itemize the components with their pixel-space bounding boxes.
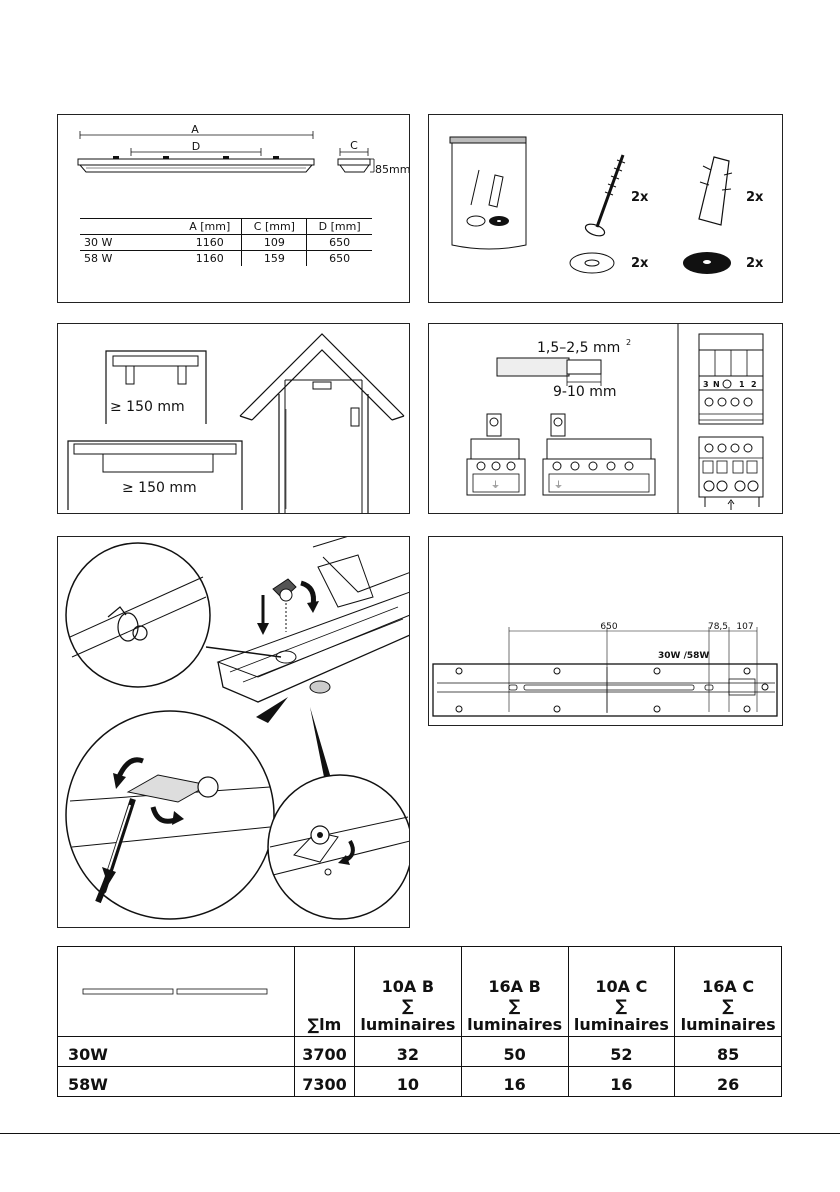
breaker-table-header-image xyxy=(58,947,295,1037)
terminal-block-large-icon xyxy=(543,414,655,495)
anchor-qty: 2x xyxy=(746,190,764,205)
lumen-header: ∑lm xyxy=(295,947,355,1037)
row-label: 58W xyxy=(58,1067,295,1097)
black-washer-icon xyxy=(683,252,731,274)
row-value: 16 xyxy=(568,1067,675,1097)
clearance-label-1: ≥ 150 mm xyxy=(110,399,185,415)
table-row xyxy=(58,1037,782,1067)
installation-drawing xyxy=(58,537,410,928)
label-c: C xyxy=(350,139,358,152)
table-header-c: C [mm] xyxy=(242,219,307,235)
row-value: 10 xyxy=(355,1067,462,1097)
dim-107-label: 107 xyxy=(736,622,754,632)
clearance-drawing xyxy=(58,324,410,514)
row-value: 16 xyxy=(461,1067,568,1097)
terminal-label: 1 xyxy=(739,380,745,389)
breaker-table-header-row xyxy=(58,947,782,1037)
terminal-label: N xyxy=(713,380,720,389)
breaker-header-line3: luminaires xyxy=(573,1015,669,1034)
luminaire-pair-icon xyxy=(81,987,271,997)
label-d: D xyxy=(191,140,201,153)
terminal-label: 2 xyxy=(751,380,757,389)
breaker-header-10ac xyxy=(568,947,675,1037)
dim-78-5-label: 78,5 xyxy=(707,622,729,632)
breaker-header-line3: luminaires xyxy=(360,1015,456,1034)
washer-black-qty: 2x xyxy=(746,256,764,271)
breaker-header-16ac xyxy=(675,947,782,1037)
mounting-dims-panel xyxy=(428,536,783,726)
dimensions-drawing xyxy=(58,115,410,303)
dim-650-label: 650 xyxy=(600,622,618,632)
cable-icon xyxy=(497,358,601,386)
breaker-header-line2: ∑ xyxy=(722,996,734,1015)
wall-anchor-icon xyxy=(699,157,732,225)
table-cell: 58 W xyxy=(84,252,113,265)
accessories-panel xyxy=(428,114,783,303)
washer-white-qty: 2x xyxy=(631,256,649,271)
dimensions-panel xyxy=(57,114,410,303)
base-plate-icon xyxy=(433,664,777,716)
terminal-block-small-icon xyxy=(467,414,525,495)
table-cell: 30 W xyxy=(80,235,178,251)
zoom-detail-3-icon xyxy=(268,775,410,919)
variant-label: 30W /58W xyxy=(658,651,710,661)
white-washer-icon xyxy=(570,253,614,273)
svg-text:⏚: ⏚ xyxy=(554,481,564,491)
breaker-header-line3: luminaires xyxy=(467,1015,563,1034)
row-lumen: 7300 xyxy=(295,1067,355,1097)
clearance-label-2: ≥ 150 mm xyxy=(122,480,197,496)
installation-panel xyxy=(57,536,410,928)
table-cell: 159 xyxy=(242,251,307,267)
breaker-header-line2: ∑ xyxy=(402,996,414,1015)
table-header-row xyxy=(80,219,372,235)
row-value: 50 xyxy=(461,1037,568,1067)
connector-block-icon xyxy=(699,334,763,424)
connector-block-bottom-icon xyxy=(699,437,763,510)
table-header-d: D [mm] xyxy=(307,219,372,235)
row-label: 30W xyxy=(58,1037,295,1067)
breaker-header-line3: luminaires xyxy=(680,1015,776,1034)
mounting-drawing xyxy=(429,537,783,726)
table-row xyxy=(80,235,372,251)
luminaire-body-icon xyxy=(218,537,410,702)
svg-text:⏚: ⏚ xyxy=(491,481,501,491)
wiring-panel xyxy=(428,323,783,514)
table-row xyxy=(80,251,372,267)
accessories-drawing xyxy=(429,115,783,303)
zoom-detail-2-icon xyxy=(66,711,274,919)
breaker-header-line1: 16A C xyxy=(702,977,755,996)
screw-qty: 2x xyxy=(631,190,649,205)
row-lumen: 3700 xyxy=(295,1037,355,1067)
screw-icon xyxy=(584,155,625,238)
breaker-header-16ab xyxy=(461,947,568,1037)
wiring-drawing xyxy=(429,324,783,514)
table-cell: 1160 xyxy=(195,252,224,265)
cable-section-sup: 2 xyxy=(626,338,632,347)
table-cell: 1160 xyxy=(178,235,242,251)
row-value: 52 xyxy=(568,1037,675,1067)
accessory-bag-icon xyxy=(450,137,526,249)
table-cell: 109 xyxy=(242,235,307,251)
cable-section-label: 1,5–2,5 mm xyxy=(537,340,621,356)
breaker-header-line1: 10A B xyxy=(381,977,435,996)
label-a: A xyxy=(191,123,199,136)
row-value: 32 xyxy=(355,1037,462,1067)
label-height: 85mm xyxy=(375,163,411,176)
terminal-label: 3 xyxy=(703,380,709,389)
dimensions-table xyxy=(80,218,372,266)
table-header-a: A [mm] xyxy=(178,219,242,235)
breaker-header-line2: ∑ xyxy=(508,996,521,1015)
breaker-header-line1: 16A B xyxy=(488,977,541,996)
breaker-header-10ab xyxy=(355,947,462,1037)
table-row xyxy=(58,1067,782,1097)
strip-length-label: 9-10 mm xyxy=(553,384,617,400)
clip-insert-icon xyxy=(257,579,319,635)
table-cell xyxy=(80,219,178,235)
table-cell: 650 xyxy=(307,251,372,267)
breaker-header-line1: 10A C xyxy=(595,977,648,996)
breaker-header-line2: ∑ xyxy=(615,996,628,1015)
footer-divider xyxy=(0,1133,840,1134)
table-cell: 650 xyxy=(307,235,372,251)
breaker-table xyxy=(57,946,782,1097)
row-value: 85 xyxy=(675,1037,782,1067)
row-value: 26 xyxy=(675,1067,782,1097)
clearance-panel xyxy=(57,323,410,514)
zoom-detail-1-icon xyxy=(66,543,281,687)
